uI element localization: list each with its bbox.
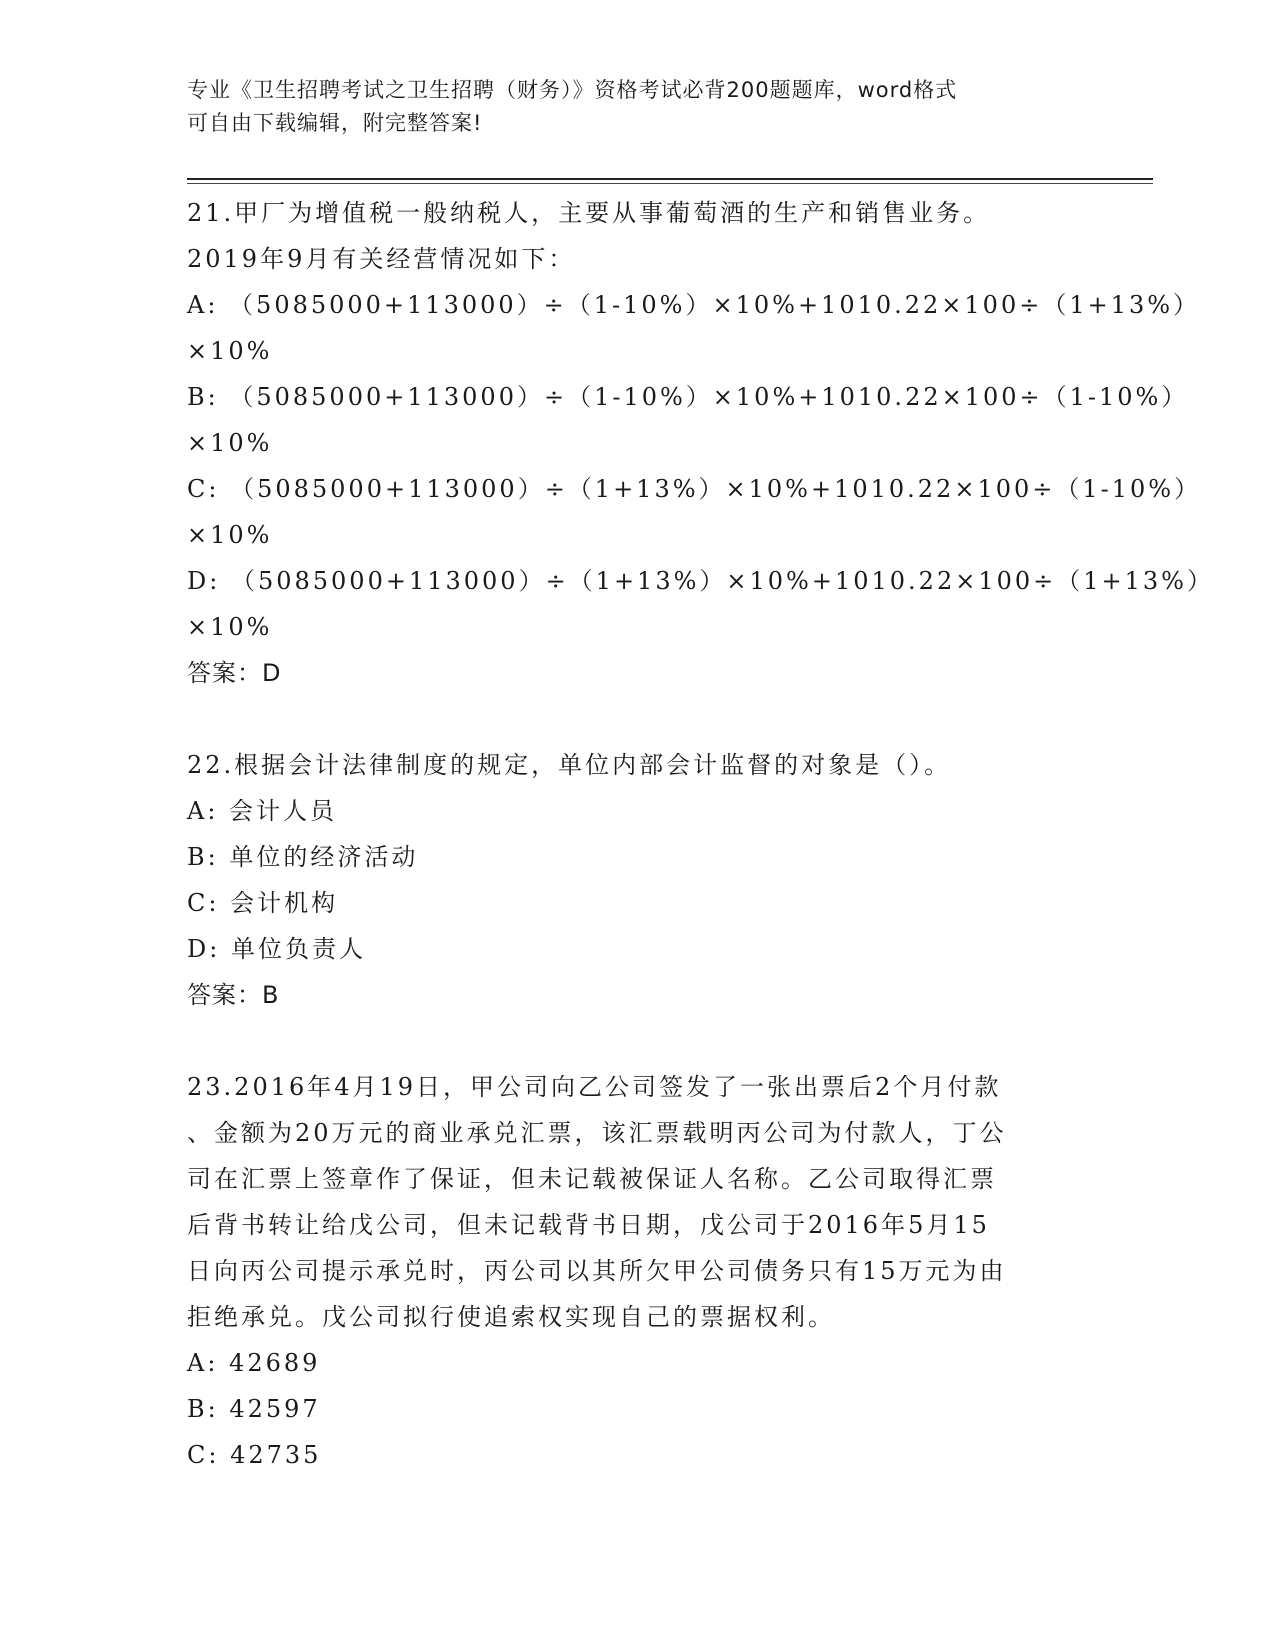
option-a: A: （5085000+113000）÷（1-10%）×10%+1010.22×100÷（1+13%） [187, 291, 1201, 319]
option-a: A: 会计人员 [187, 797, 338, 825]
question-stem: 司在汇票上签章作了保证，但未记载被保证人名称。乙公司取得汇票 [187, 1165, 997, 1193]
header-line-1: 专业《卫生招聘考试之卫生招聘（财务）》资格考试必背200题题库，word格式 [187, 78, 958, 102]
question-23 [187, 1064, 1087, 1478]
option-c: C: 42735 [187, 1441, 322, 1469]
option-c: C: 会计机构 [187, 889, 339, 917]
question-stem: 拒绝承兑。戊公司拟行使追索权实现自己的票据权利。 [187, 1303, 835, 1331]
spacer [187, 696, 1087, 742]
option-b: B: （5085000+113000）÷（1-10%）×10%+1010.22×100÷（1-10%） [187, 383, 1189, 411]
option-d: D: （5085000+113000）÷（1+13%）×10%+1010.22×100÷（1+13%） [187, 567, 1214, 595]
document-header [187, 74, 1067, 140]
question-stem: 2019年9月有关经营情况如下： [187, 245, 576, 273]
header-line-2: 可自由下载编辑，附完整答案! [187, 111, 483, 135]
option-a: A: 42689 [187, 1349, 321, 1377]
header-divider-thin [187, 183, 1153, 184]
question-21 [187, 190, 1214, 696]
option-b-cont: ×10% [187, 429, 273, 457]
question-list [187, 190, 1214, 1478]
option-c-cont: ×10% [187, 521, 273, 549]
option-c: C: （5085000+113000）÷（1+13%）×10%+1010.22×100÷（1-10%） [187, 475, 1202, 503]
answer-label: 答案：D [187, 659, 282, 687]
option-d-cont: ×10% [187, 613, 273, 641]
option-a-cont: ×10% [187, 337, 273, 365]
header-divider-thick [187, 178, 1153, 180]
spacer [187, 1018, 1087, 1064]
question-stem: 后背书转让给戊公司，但未记载背书日期，戊公司于2016年5月15 [187, 1211, 990, 1239]
question-22 [187, 742, 1087, 1018]
question-stem: 、金额为20万元的商业承兑汇票，该汇票载明丙公司为付款人，丁公 [187, 1119, 1007, 1147]
option-d: D: 单位负责人 [187, 935, 366, 963]
answer-label: 答案：B [187, 981, 280, 1009]
question-stem: 21.甲厂为增值税一般纳税人，主要从事葡萄酒的生产和销售业务。 [187, 199, 991, 227]
question-stem: 日向丙公司提示承兑时，丙公司以其所欠甲公司债务只有15万元为由 [187, 1257, 1007, 1285]
question-stem: 23.2016年4月19日，甲公司向乙公司签发了一张出票后2个月付款 [187, 1073, 1002, 1101]
question-stem: 22.根据会计法律制度的规定，单位内部会计监督的对象是（）。 [187, 751, 952, 779]
option-b: B: 42597 [187, 1395, 321, 1423]
option-b: B: 单位的经济活动 [187, 843, 419, 871]
